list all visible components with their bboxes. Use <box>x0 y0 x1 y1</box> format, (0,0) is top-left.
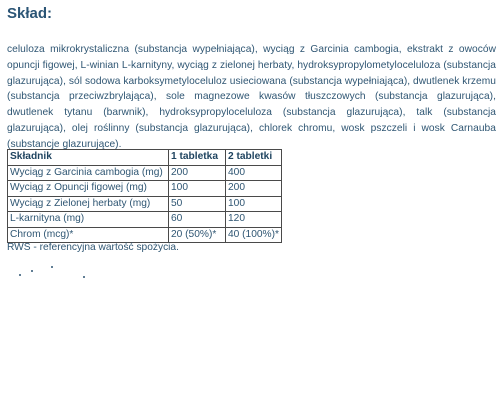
cell-two-tablets: 100 <box>226 196 282 212</box>
cell-one-tablet: 100 <box>169 181 226 197</box>
cell-ingredient: Wyciąg z Zielonej herbaty (mg) <box>8 196 169 212</box>
cell-one-tablet: 50 <box>169 196 226 212</box>
table-row <box>8 165 282 181</box>
rws-footnote: RWS - referencyjna wartość spożycia. <box>7 242 179 253</box>
nutrition-table <box>7 149 282 243</box>
table-row <box>8 212 282 228</box>
cell-one-tablet: 20 (50%)* <box>169 227 226 243</box>
section-heading: Skład: <box>7 5 53 22</box>
cell-two-tablets: 120 <box>226 212 282 228</box>
table-header-row <box>8 150 282 166</box>
cell-ingredient: Wyciąg z Opuncji figowej (mg) <box>8 181 169 197</box>
table-row <box>8 196 282 212</box>
dot <box>51 266 53 268</box>
cell-one-tablet: 60 <box>169 212 226 228</box>
table-row <box>8 227 282 243</box>
ingredients-paragraph: celuloza mikrokrystaliczna (substancja wypełniająca), wyciąg z Garcinia cambogia, ekstrakt z owoców opuncji figowej, L-winian L-karnityny, wyciąg z zielonej herbaty, hydroksypropylometyloceluloza (substancja glazurująca), sól sodowa karboksymetyloceluloz usieciowana (substancja wypełniająca), dwutlenek krzemu (substancja przeciwzbrylająca), sole magnezowe kwasów tłuszczowych (substancja glazurująca), dwutlenek tytanu (barwnik), hydroksypropyloceluloza (substancja glazurująca), talk (substancja glazurująca), olej roślinny (substancja glazurująca), chlorek chromu, wosk pszczeli i wosk Carnauba (substancje glazurujące). <box>7 44 496 150</box>
cell-one-tablet: 200 <box>169 165 226 181</box>
cell-ingredient: Chrom (mcg)* <box>8 227 169 243</box>
cell-ingredient: Wyciąg z Garcinia cambogia (mg) <box>8 165 169 181</box>
cell-two-tablets: 400 <box>226 165 282 181</box>
dot <box>31 270 33 272</box>
loading-dots <box>7 266 97 278</box>
table-row <box>8 181 282 197</box>
dot <box>19 274 21 276</box>
header-two-tablets: 2 tabletki <box>226 150 282 166</box>
cell-two-tablets: 40 (100%)* <box>226 227 282 243</box>
cell-two-tablets: 200 <box>226 181 282 197</box>
header-one-tablet: 1 tabletka <box>169 150 226 166</box>
dot <box>83 276 85 278</box>
header-ingredient: Składnik <box>8 150 169 166</box>
cell-ingredient: L-karnityna (mg) <box>8 212 169 228</box>
